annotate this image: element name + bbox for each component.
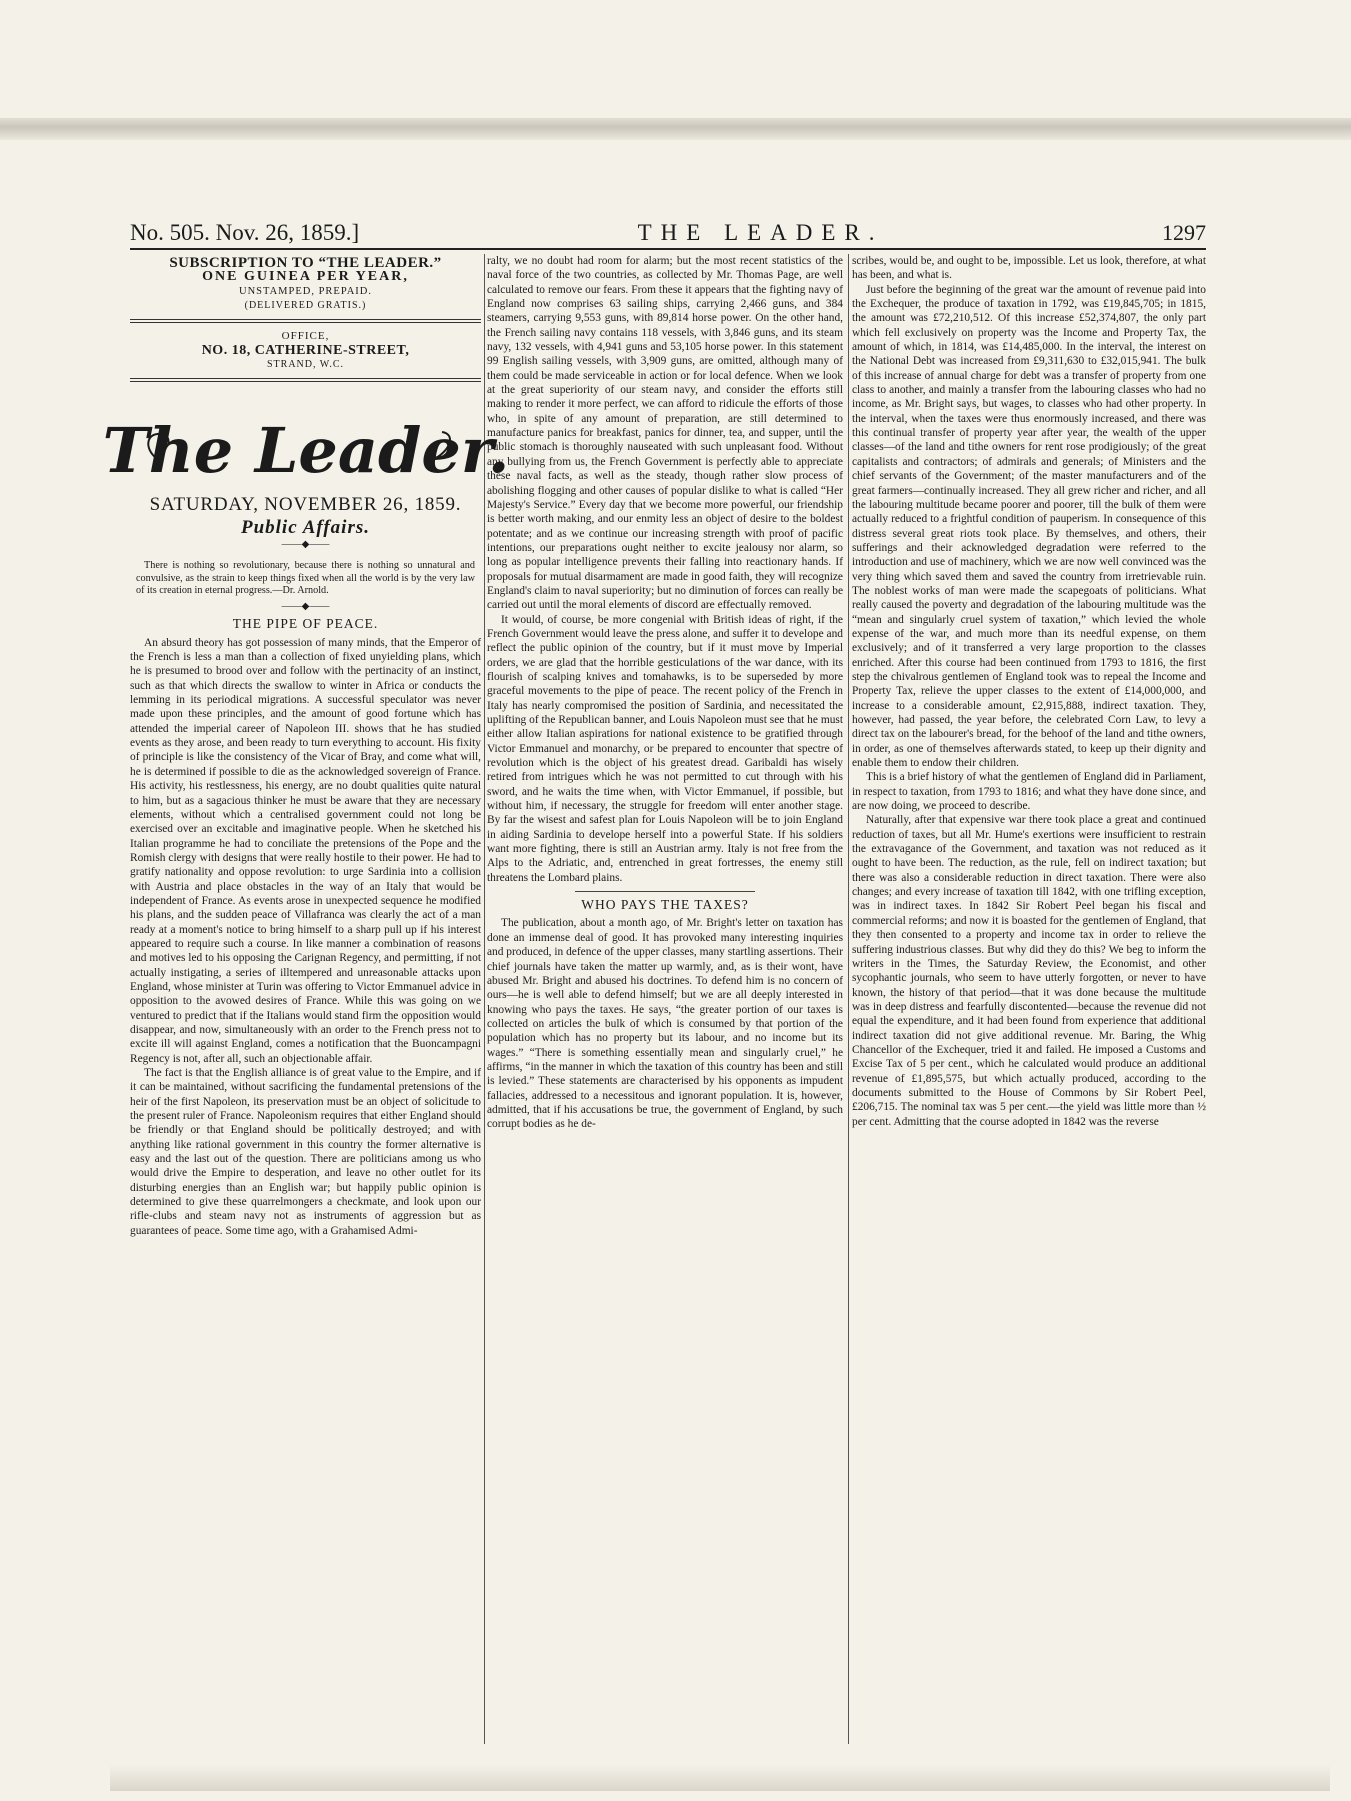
leader-logo-icon xyxy=(102,388,509,496)
dateline: SATURDAY, NOVEMBER 26, 1859. xyxy=(149,494,462,516)
subscription-note: UNSTAMPED, PREPAID. xyxy=(238,285,372,297)
article-title: THE PIPE OF PEACE. xyxy=(232,616,379,632)
issue-and-date xyxy=(130,220,359,246)
article-paragraph: An absurd theory has got possession of many minds, that the Emperor of the French is less a man than a collection of fixed unyielding plans, which he is presumed to brood over and follow with the pertinacity of an instinct, such as that which directs the swallow to winter in Africa or conducts the lemming in its periodical migrations. A successful speculator was never made upon these principles, and the amount of good fortune which has attended the imperial career of Napoleon III. shows that he has studied events as they arose, and been ready to turn everything to account. His fixity of principle is like the consistency of the Vicar of Bray, and come what will, he is determined if possible to die as the acknowledged sovereign of France. His activity, his restlessness, his energy, are no doubt qualities quite natural to him, but as a sagacious thinker he must be aware that they are necessary elements, without which a centralised government could not long be exercised over an excitable and imaginative people. When he sketched his Italian programme he had to conciliate the pretensions of the Pope and the Romish clergy with designs that were really hostile to their power. He had to gratify nationality and oppose revolution: to urge Sardinia into a collision with Austria and place obstacles in the way of an Italy that would be independent of France. As events arose in unexpected sequence he modified his plans, and the sudden peace of Villafranca was clearly the act of a man ready at a moment's notice to bring himself to a sharp pull up if his interest appeared to require such a course. In like manner a combination of reasons and motives led to his opposing the Carignan Regency, and permitting, if not actually instigating, a series of illtempered and unreasonable attacks upon England, whose minister at Turin was offering to Victor Emmanuel advice in opposition to the avowed desires of France. While this was going on we ventured to predict that if the Italians would stand firm the opposition would disappear, and now, simultaneously with an order to the French press not to excite ill will against England, comes a notification that the Buoncampagni Regency is not, after all, such an objectionable affair. xyxy=(130,636,481,1065)
ornament-rule-icon: ——◆—— xyxy=(281,539,330,551)
epigraph-text: There is nothing so revolutionary, because there is nothing so unnatural and convulsive, as the strain to keep things fixed when all the world is by the very law of its creation in eternal progress.—Dr. Arnold. xyxy=(136,560,475,596)
article-paragraph: The fact is that the English alliance is of great value to the Empire, and if it can be maintained, without sacrificing the fundamental pretensions of the heir of the first Napoleon, its preservation must be an object of solicitude to the present ruler of France. Napoleonism requires that either England should be friendly or that England should be politically destroyed; and with anything like rational government in this country the former alternative is easy and the last out of the question. There are politicians among us who would drive the Empire to desperation, and leave no other outlet for its disturbing energies than an English war; but happily public opinion is determined to give these quarrelmongers a checkmate, and look upon our rifle-clubs and steam navy not as instruments of aggression but as guarantees of peace. Some time ago, with a Grahamised Admi- xyxy=(130,1067,481,1237)
masthead-logo-text: The Leader. xyxy=(102,414,509,488)
ornament-rule-icon: ——◆—— xyxy=(281,601,330,613)
scan-edge-top xyxy=(0,118,1351,140)
article-paragraph: ralty, we no doubt had room for alarm; but the most recent statistics of the naval force of the two countries, as collected by Mr. Thomas Page, are well calculated to remove our fears. From these it appears that the fighting navy of England now comprises 63 sailing ships, carrying 2,466 guns, and 384 steamers, carrying 9,553 guns, with 89,814 horse power. On the other hand, the French sailing navy contains 118 vessels, with 3,846 guns, and its steam navy, 132 vessels, with 4,941 guns and 53,105 horse power. In this statement 99 English sailing vessels, with 3,909 guns, are omitted, although many of them could be made serviceable in action or for local defence. When we look at the great superiority of our steam navy, and consider the efforts still making to render it more perfect, we can afford to ridicule the efforts of those who, in spite of any amount of preparation, are still determined to manufacture panics for breakfast, panics for dinner, tea, and supper, until the public stomach is thoroughly nauseated with such unpleasant food. Without any bullying from us, the French Government is perfectly able to appreciate these naval facts, as well as the steady, though rather slow process of abolishing flogging and other causes of popular dislike to what is called “Her Majesty's Service.” Every day that we become more powerful, our friendship is better worth making, and our enmity less an object of desire to the boldest potentate; and as we continue our increasing strength with proof of pacific intentions, our preparations ought neither to excite jealousy nor alarm, so long as popular intelligence prevents their falling into reactionary hands. If proposals for mutual disarmament are made in good faith, they will recognize England's claim to naval superiority; but no diminution of forces can really be carried out until the moral elements of discord are effectually removed. xyxy=(487,255,843,612)
page-header xyxy=(130,216,1206,246)
column-divider xyxy=(848,254,849,1744)
divider xyxy=(130,319,481,323)
scan-edge-bottom xyxy=(110,1765,1330,1791)
article-paragraph: This is a brief history of what the gentlemen of England did in Parliament, in respect to taxation, from 1793 to 1816; and what they have done since, and are now doing, we proceed to describe. xyxy=(852,771,1206,813)
article-paragraph: Naturally, after that expensive war there took place a great and continued reduction of taxes, but all Mr. Hume's exertions were insufficient to restrain the extravagance of the Government, and taxation was not reduced as it ought to have been. The reduction, as the rule, fell on indirect taxation; but there was also a considerable reduction in direct taxation. There were also changes; and every increase of taxation till 1842, with one trifling exception, was in indirect taxes. In 1842 Sir Robert Peel began his fiscal and commercial reforms; and now it is boasted for the gentlemen of England, that they then consented to a property and income tax in order to relieve the suffering industrious classes. But why did they do this? We beg to inform the writers in the Times, the Saturday Review, the Economist, and other sycophantic journals, who seem to have utterly forgotten, or never to have known, the history of that period—that it was done because the multitude was in deep distress and fearfully discontented—because the revenue did not equal the expenditure, and it had been found from experience that additional indirect taxation did not give additional revenue. Mr. Baring, the Whig Chancellor of the Exchequer, tried it and failed. He imposed a Customs and Excise Tax of 5 per cent., which he calculated would produce an additional revenue of £1,895,575, but which actually produced, according to the documents submitted to the House of Commons by Sir Robert Peel, £206,715. The nominal tax was 5 per cent.—the yield was little more than ½ per cent. Admitting that the course adopted in 1842 was the reverse xyxy=(852,814,1206,1128)
epigraph xyxy=(130,560,481,597)
subscription-delivery: (DELIVERED GRATIS.) xyxy=(244,300,367,312)
issue-date: Nov. 26, 1859.] xyxy=(215,220,360,245)
header-rule xyxy=(130,248,1206,250)
article-paragraph: scribes, would be, and ought to be, impossible. Let us look, therefore, at what has been, and what is. xyxy=(852,255,1206,282)
office-address: NO. 18, CATHERINE-STREET, xyxy=(201,342,410,358)
subscription-price: ONE GUINEA PER YEAR, xyxy=(202,269,409,285)
column-1 xyxy=(102,254,509,1750)
masthead-logo xyxy=(102,388,509,496)
section-title: Public Affairs. xyxy=(240,516,370,538)
article-paragraph: The publication, about a month ago, of Mr. Bright's letter on taxation has done an immense deal of good. It has provoked many interesting inquiries and produced, in defence of the upper classes, many startling assertions. Their chief journals have taken the matter up warmly, and, as is their wont, have abused Mr. Bright and abused his doctrines. To defend him is no concern of ours—he is well able to defend himself; but we are all deeply interested in knowing who pays the taxes. He says, “the greater portion of our taxes is collected on articles the bulk of which is consumed by that portion of the population which has no property but its labour, and no income but its wages.” “There is something essentially mean and singularly cruel,” he affirms, “in the manner in which the taxation of this country has been and still is levied.” These statements are characterised by his opponents as impudent fallacies, addressed to a necessitous and ignorant population. It is, however, admitted, that if his accusations be true, the government of England, by such corrupt bodies as he de- xyxy=(487,917,843,1131)
subscription-title: SUBSCRIPTION TO “THE LEADER.” xyxy=(169,255,442,271)
article-paragraph: Just before the beginning of the great war the amount of revenue paid into the Exchequer, the produce of taxation in 1792, was £19,845,705; in 1815, the amount was £72,210,512. Of this increase £52,374,807, the only part which fell exclusively on property was the Income and Property Tax, the amount of which, in 1814, was £14,485,000. In the interval, the interest on the National Debt was increased from £9,311,630 to £32,015,941. The bulk of this increase of annual charge for debt was a transfer of property from one class to another, and mainly a transfer from the labouring classes who had no income, as Mr. Bright says, but wages, to classes who had other property. In the interval, when the taxes were thus enormously increased, and there was this continual transfer of property year after year, the wealth of the upper classes—of the land and tithe owners for rent rose prodigiously; of the great capitalists and contractors; of admirals and generals; of Ministers and the chief servants of the Government; of the master manufacturers and of the great farmers—continually increased. They all grew richer and richer, and all the labouring multitude became poorer and poorer, till the bulk of them were actually reduced to a frightful condition of pauperism. In consequence of this distress several great riots took place. By themselves, and others, their sufferings and their acknowledged degradation were referred to the introduction and use of machinery, which we are now well convinced was the very thing which saved them and saved the country from irretrievable ruin. The noblest works of man were made the scapegoats of politicians. What really caused the poverty and degradation of the labouring multitude was the “mean and singularly cruel system of taxation,” which levied the whole expense of the war, and much more than its needful expense, on them exclusively; and of it transferred a very large proportion to the classes enriched. After this course had been continued from 1793 to 1816, the first step the chivalrous gentlemen of England took was to repeal the Income and Property Tax, relieve the upper classes to the extent of £14,000,000, and increase to a considerable amount, £2,915,888, indirect taxation. They, however, had passed, the year before, the celebrated Corn Law, to levy a direct tax on the labourer's bread, for the behoof of the land and tithe owners, in order, as one of themselves afterwards stated, to keep up their dignity and enable them to endow their children. xyxy=(852,283,1206,770)
office-locality: STRAND, W.C. xyxy=(266,359,344,371)
page-number: 1297 xyxy=(1161,220,1206,245)
issue-number: No. 505. xyxy=(130,220,210,245)
office-label: OFFICE, xyxy=(281,330,330,343)
running-title: THE LEADER. xyxy=(637,220,884,245)
article-paragraph: It would, of course, be more congenial with British ideas of right, if the French Government would leave the press alone, and suffer it to develope and reflect the public opinion of the country, but if it must move by Imperial orders, we are glad that the horrible gesticulations of the war dance, with its flourish of scalping knives and tomahawks, is to be superseded by more graceful movements to the pipe of peace. The recent policy of the French in Italy has nearly compromised the position of Sardinia, and necessitated the uplifting of the Republican banner, and Louis Napoleon must see that he must either allow Italian aspirations for national existence to be gratified through Victor Emmanuel and monarchy, or be prepared to encounter that spectre of revolution which is the object of his greatest dread. Garibaldi has wisely retired from intrigues which he was not permitted to cut through with his sword, and he waits the time when, with Victor Emmanuel, if possible, but without him, if necessary, the struggle for freedom will enter another stage. By far the wisest and safest plan for Louis Napoleon will be to join England in aiding Sardinia to develope herself into a powerful State. If his soldiers want more fighting, there is still an Austrian army. Italy is not free from the Alps to the Adriatic, and, entrenched in great fortresses, the enemy still threatens the Lombard plains. xyxy=(487,613,843,884)
divider xyxy=(130,378,481,382)
column-2 xyxy=(487,254,843,1750)
column-3 xyxy=(852,254,1206,1750)
article-title: WHO PAYS THE TAXES? xyxy=(581,897,749,913)
article-divider xyxy=(575,891,755,892)
